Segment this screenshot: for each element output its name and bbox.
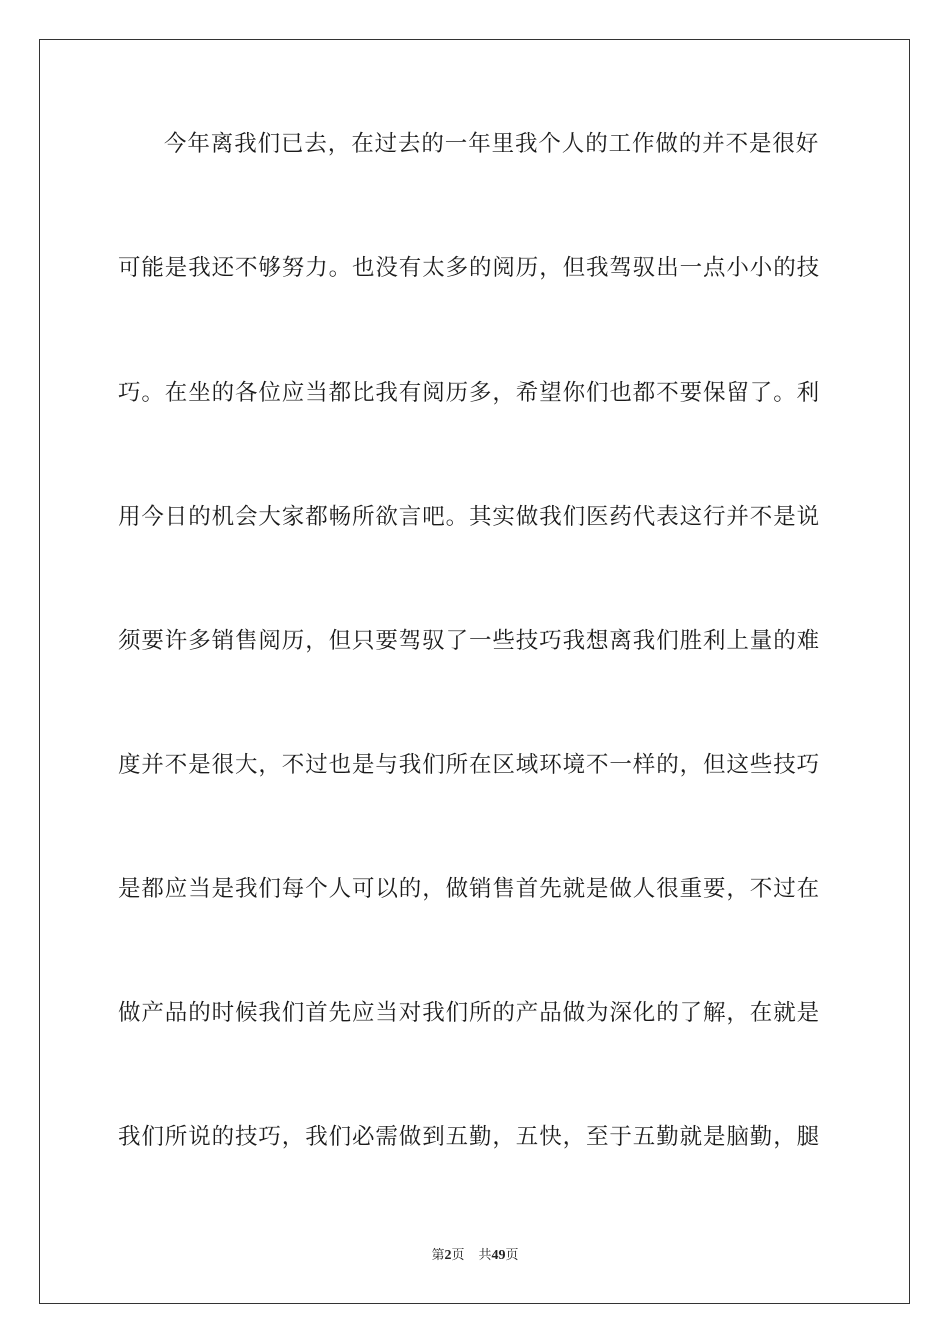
text-line-5: 须要许多销售阅历，但只要驾驭了一些技巧我想离我们胜利上量的难	[118, 628, 821, 654]
text-line-3: 巧。在坐的各位应当都比我有阅历多，希望你们也都不要保留了。利	[118, 380, 821, 406]
total-pages: 49	[491, 1248, 506, 1263]
text-line-1: 今年离我们已去，在过去的一年里我个人的工作做的并不是很好	[164, 131, 820, 157]
page-footer	[0, 1247, 950, 1265]
text-line-9: 我们所说的技巧，我们必需做到五勤，五快，至于五勤就是脑勤，腿	[118, 1124, 821, 1150]
text-line-2: 可能是我还不够努力。也没有太多的阅历，但我驾驭出一点小小的技	[118, 255, 821, 281]
text-line-6: 度并不是很大，不过也是与我们所在区域环境不一样的，但这些技巧	[118, 752, 821, 778]
page-prefix: 第	[431, 1248, 445, 1263]
text-line-8: 做产品的时候我们首先应当对我们所的产品做为深化的了解，在就是	[118, 1000, 821, 1026]
page-suffix: 页	[451, 1248, 465, 1263]
total-prefix: 共	[478, 1248, 492, 1263]
text-line-4: 用今日的机会大家都畅所欲言吧。其实做我们医药代表这行并不是说	[118, 504, 821, 530]
page-number: 2	[444, 1248, 452, 1263]
page-border	[39, 39, 910, 1304]
text-line-7: 是都应当是我们每个人可以的，做销售首先就是做人很重要，不过在	[118, 876, 821, 902]
total-suffix: 页	[505, 1248, 519, 1263]
